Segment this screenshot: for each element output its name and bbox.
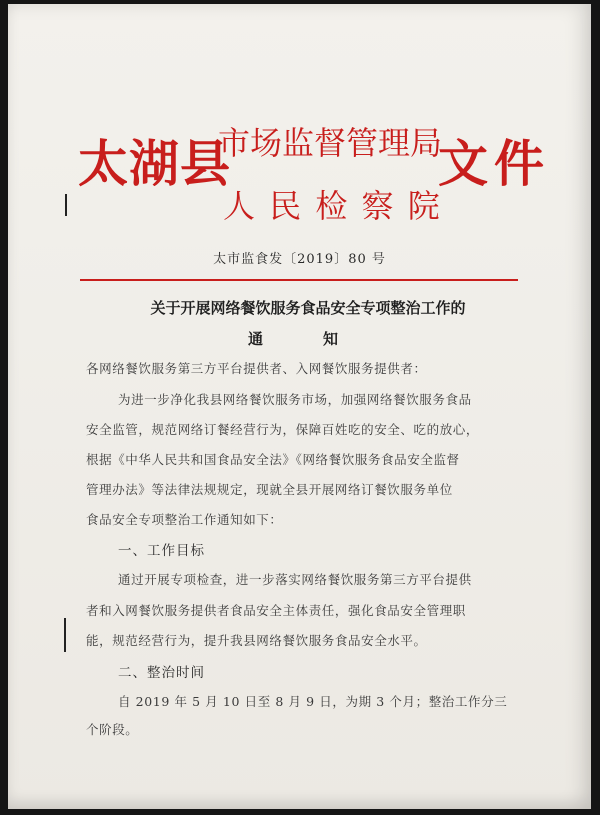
section1-line: 能，规范经营行为，提升我县网络餐饮服务食品安全水平。 [86,633,427,648]
section2-heading: 二、整治时间 [118,665,205,681]
section2-line: 个阶段。 [86,722,139,737]
addressee: 各网络餐饮服务第三方平台提供者、入网餐饮服务提供者： [86,361,427,376]
intro-line: 食品安全专项整治工作通知如下： [86,512,283,527]
section2-line: 自 2019 年 5 月 10 日至 8 月 9 日，为期 3 个月；整治工作分三 [118,694,508,709]
issuer-procuratorate: 人 民 检 察 院 [223,187,442,225]
red-divider-line [80,279,518,281]
section1-heading: 一、工作目标 [118,543,205,559]
county-name: 太湖县 [78,135,231,193]
intro-line: 管理办法》等法律法规规定，现就全县开展网络订餐饮服务单位 [86,482,453,497]
intro-line: 为进一步净化我县网络餐饮服务市场，加强网络餐饮服务食品 [118,392,472,407]
document-title-line1: 关于开展网络餐饮服务食品安全专项整治工作的 [150,299,466,317]
document-title-line2: 通知 [247,330,398,348]
section1-line: 者和入网餐饮服务提供者食品安全主体责任，强化食品安全管理职 [86,603,466,618]
binding-mark-bottom [64,618,66,652]
document-suffix: 文件 [438,135,550,193]
issuer-market-bureau: 市场监督管理局 [218,124,443,162]
intro-line: 根据《中华人民共和国食品安全法》《网络餐饮服务食品安全监督 [86,452,460,467]
document-page [8,4,591,809]
binding-mark-top [65,194,67,216]
intro-line: 安全监管，规范网络订餐经营行为，保障百姓吃的安全、吃的放心， [86,422,480,437]
document-number: 太市监食发〔2019〕80 号 [213,252,386,267]
section1-line: 通过开展专项检查，进一步落实网络餐饮服务第三方平台提供 [118,572,472,587]
